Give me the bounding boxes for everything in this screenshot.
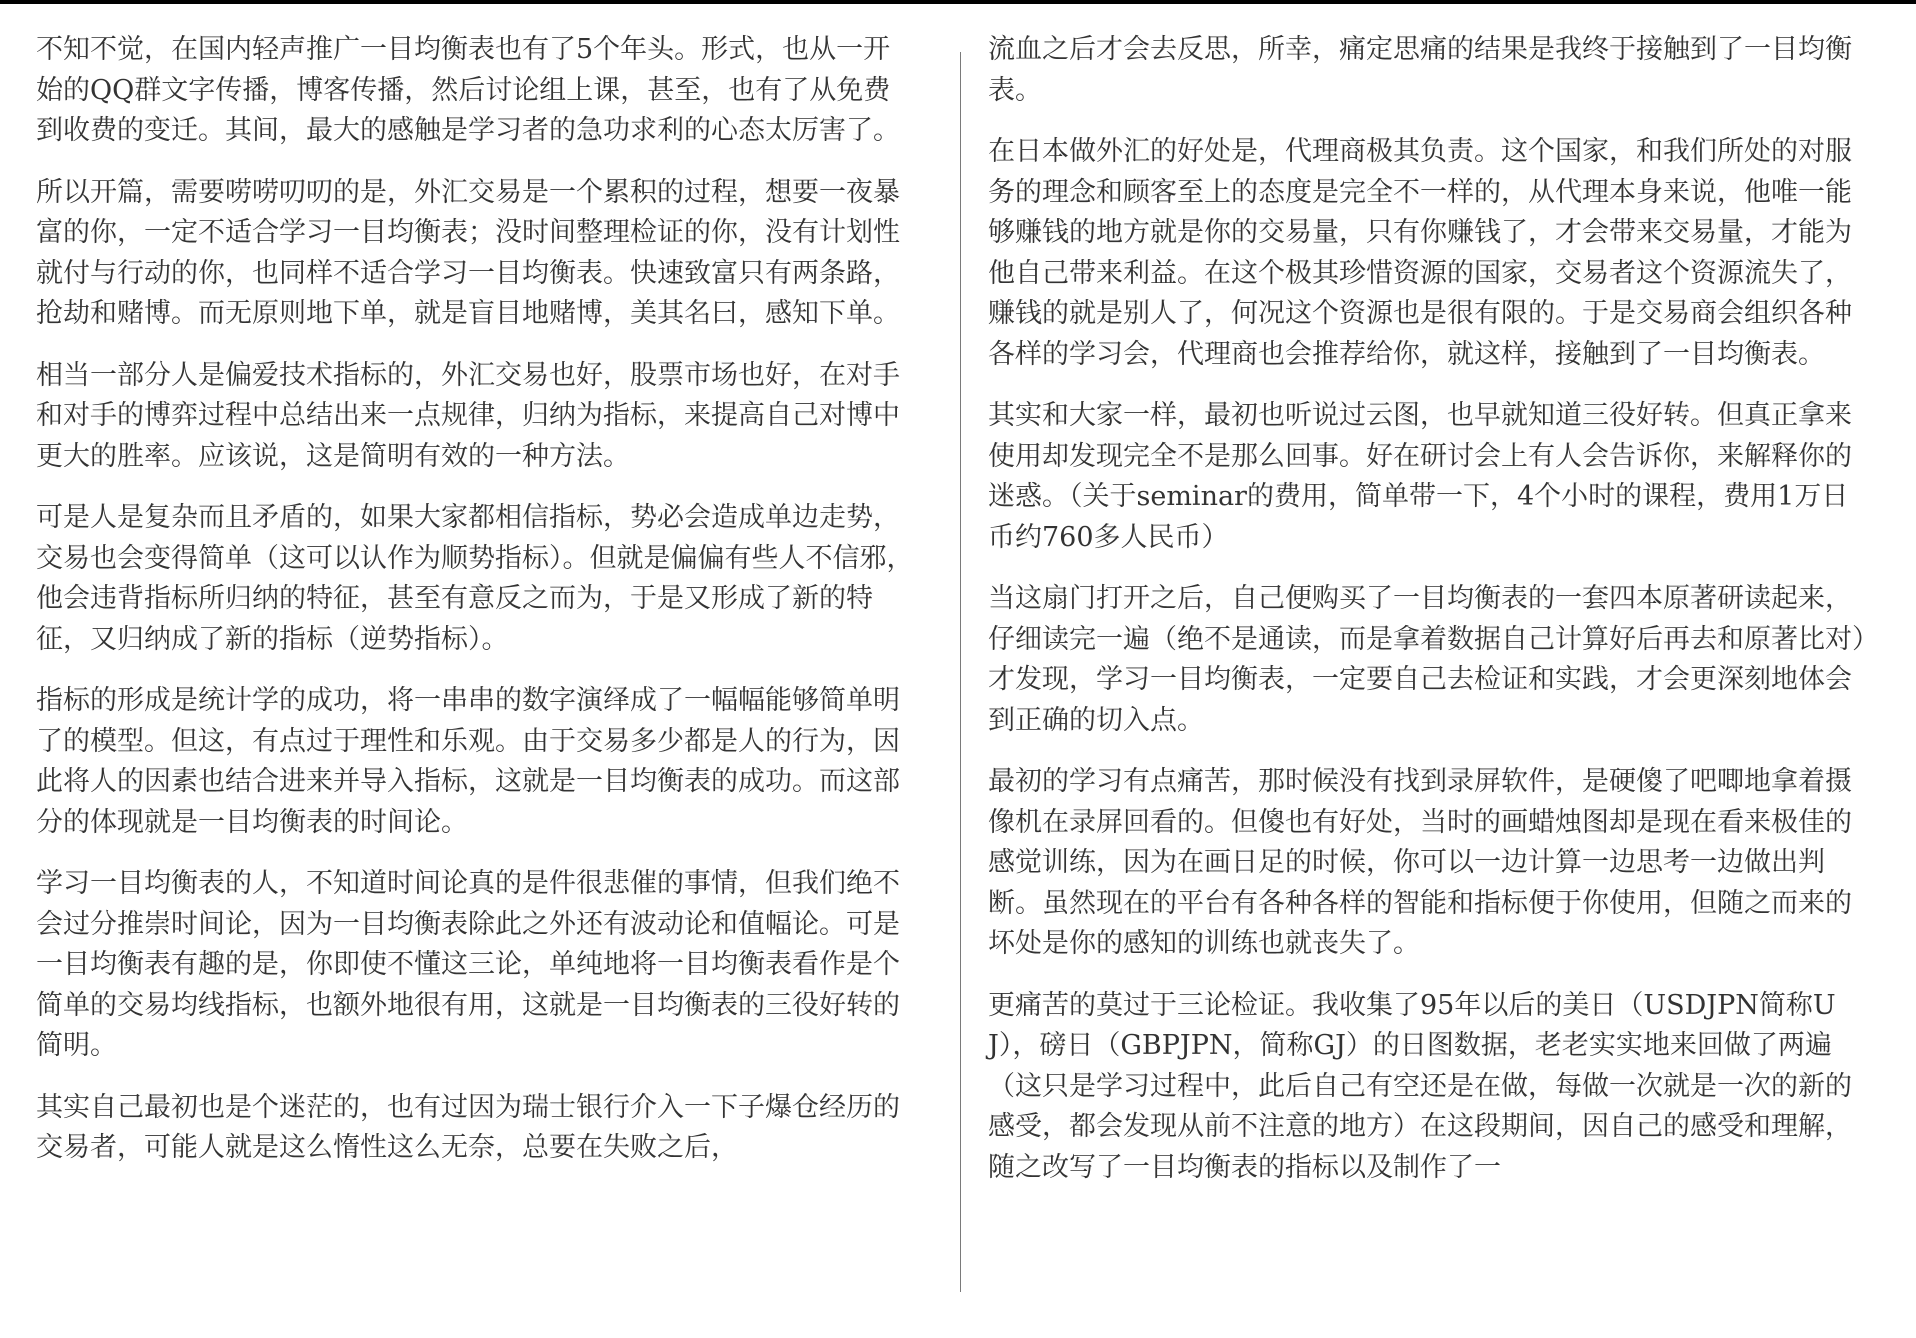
paragraph: 最初的学习有点痛苦，那时候没有找到录屏软件，是硬傻了吧唧地拿着摄像机在录屏回看的。但傻也有好处，当时的画蜡烛图却是现在看来极佳的感觉训练，因为在画日足的时候，你可以一边计算一边思考一边做出判断。虽然现在的平台有各种各样的智能和指标便于你使用，但随之而来的坏处是你的感知的训练也就丧失了。 (988, 766, 1852, 959)
top-border-rule (0, 0, 1916, 4)
paragraph: 学习一目均衡表的人，不知道时间论真的是件很悲催的事情，但我们绝不会过分推崇时间论，因为一目均衡表除此之外还有波动论和值幅论。可是一目均衡表有趣的是，你即使不懂这三论，单纯地将一目均衡表看作是个简单的交易均线指标，也额外地很有用，这就是一目均衡表的三役好转的简明。 (36, 868, 900, 1061)
paragraph: 其实和大家一样，最初也听说过云图，也早就知道三役好转。但真正拿来使用却发现完全不是那么回事。好在研讨会上有人会告诉你，来解释你的迷惑。（关于seminar的费用，简单带一下，4个小时的课程，费用1万日币约760多人民币） (988, 400, 1852, 553)
paragraph: 在日本做外汇的好处是，代理商极其负责。这个国家，和我们所处的对服务的理念和顾客至上的态度是完全不一样的，从代理本身来说，他唯一能够赚钱的地方就是你的交易量，只有你赚钱了，才会带来交易量，才能为他自己带来利益。在这个极其珍惜资源的国家，交易者这个资源流失了，赚钱的就是别人了，何况这个资源也是很有限的。于是交易商会组织各种各样的学习会，代理商也会推荐给你，就这样，接触到了一目均衡表。 (988, 136, 1852, 370)
paragraph: 相当一部分人是偏爱技术指标的，外汇交易也好，股票市场也好，在对手和对手的博弈过程中总结出来一点规律，归纳为指标，来提高自己对博中更大的胜率。应该说，这是简明有效的一种方法。 (36, 359, 900, 472)
right-text-column (988, 30, 1868, 1209)
paragraph: 所以开篇，需要唠唠叨叨的是，外汇交易是一个累积的过程，想要一夜暴富的你，一定不适合学习一目均衡表；没时间整理检证的你，没有计划性就付与行动的你，也同样不适合学习一目均衡表。快速致富只有两条路，抢劫和赌博。而无原则地下单，就是盲目地赌博，美其名曰，感知下单。 (36, 176, 900, 329)
left-text-column (36, 30, 916, 1190)
paragraph: 流血之后才会去反思，所幸，痛定思痛的结果是我终于接触到了一目均衡表。 (988, 34, 1852, 106)
paragraph: 当这扇门打开之后，自己便购买了一目均衡表的一套四本原著研读起来，仔细读完一遍（绝不是通读，而是拿着数据自己计算好后再去和原著比对）才发现，学习一目均衡表，一定要自己去检证和实践，才会更深刻地体会到正确的切入点。 (988, 583, 1866, 736)
paragraph: 其实自己最初也是个迷茫的，也有过因为瑞士银行介入一下子爆仓经历的交易者，可能人就是这么惰性这么无奈，总要在失败之后， (36, 1091, 900, 1163)
paragraph: 可是人是复杂而且矛盾的，如果大家都相信指标，势必会造成单边走势，交易也会变得简单（这可以认作为顺势指标）。但就是偏偏有些人不信邪，他会违背指标所归纳的特征，甚至有意反之而为，于是又形成了新的特征，又归纳成了新的指标（逆势指标）。 (36, 502, 914, 655)
column-divider (960, 52, 961, 1292)
paragraph: 不知不觉，在国内轻声推广一目均衡表也有了5个年头。形式，也从一开始的QQ群文字传播，博客传播，然后讨论组上课，甚至，也有了从免费到收费的变迁。其间，最大的感触是学习者的急功求利的心态太厉害了。 (36, 34, 900, 146)
paragraph: 更痛苦的莫过于三论检证。我收集了95年以后的美日（USDJPN简称UJ），磅日（GBPJPN，简称GJ）的日图数据，老老实实地来回做了两遍（这只是学习过程中，此后自己有空还是在做，每做一次就是一次的新的感受，都会发现从前不注意的地方）在这段期间，因自己的感受和理解，随之改写了一目均衡表的指标以及制作了一 (988, 989, 1852, 1183)
paragraph: 指标的形成是统计学的成功，将一串串的数字演绎成了一幅幅能够简单明了的模型。但这，有点过于理性和乐观。由于交易多少都是人的行为，因此将人的因素也结合进来并导入指标，这就是一目均衡表的成功。而这部分的体现就是一目均衡表的时间论。 (36, 685, 900, 838)
